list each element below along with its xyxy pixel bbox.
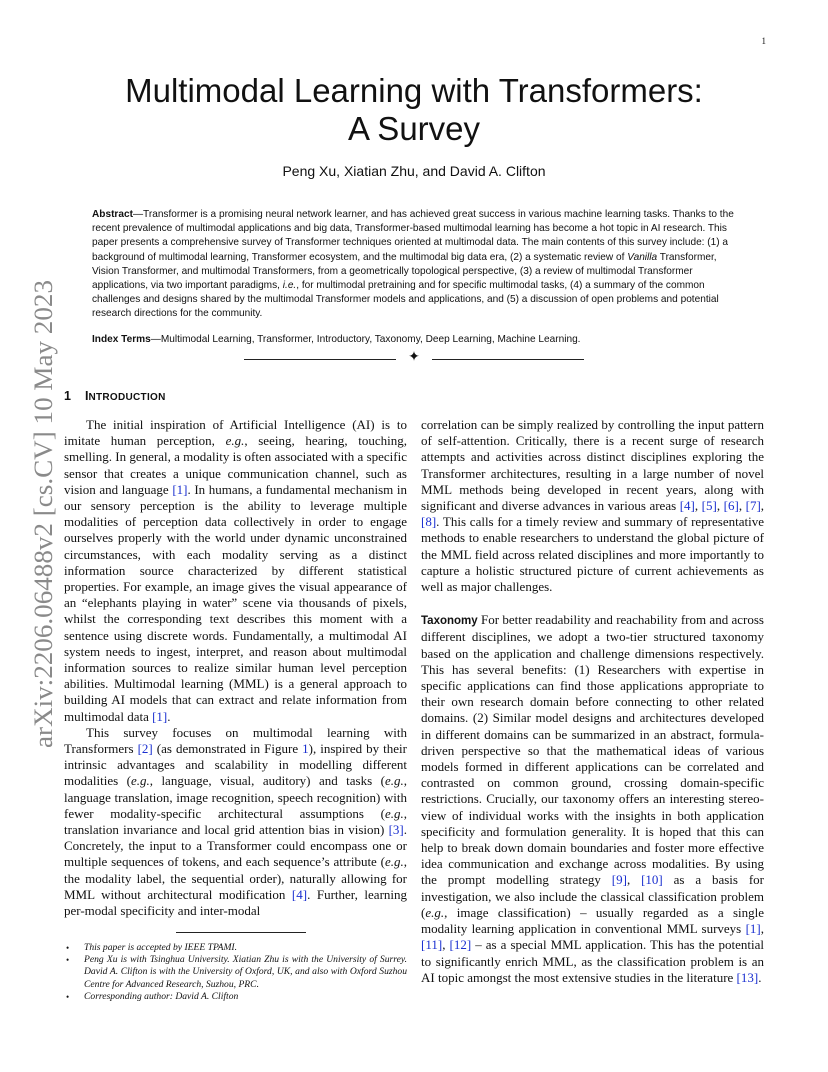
section-title-rest: NTRODUCTION [88, 392, 166, 403]
text-run: , the modality label, the sequential order), naturally allowing for MML without architectural modification [64, 854, 407, 902]
abstract-text: —Transformer is a promising neural network learner, and has achieved great success in various machine learning tasks. Thanks to the recent prevalence of multimodal applications and big data, Transformer-based multimodal learning has become a hot topic in AI research. This paper presents a comprehensive survey of Transformer techniques oriented at multimodal data. The main contents of this survey include: (1) a background of multimodal learning, Transformer ecosystem, and the multimodal big data era, (2) a systematic review of [92, 209, 734, 263]
text-run: , [760, 921, 764, 937]
text-run: . Further, learning per-modal specificity and inter-modal [64, 886, 408, 919]
text-run: . [758, 969, 762, 985]
citation-link[interactable]: [3] [388, 822, 404, 838]
paper-title [64, 72, 764, 148]
emphasis: e.g. [130, 773, 150, 789]
text-run: correlation can be simply realized by controlling the input pattern of self-attention. Critically, there is a recent surge of research attempts and activities across distinct disciplines exploring the Transformer architectures, resulting in a large number of novel MML methods being developed in recent years, along with significant and diverse advances in various areas [421, 417, 764, 514]
text-run: as a basis for investigation, we also include the classical classification problem ( [421, 872, 765, 920]
text-run: – as a special MML application. This has the potential to significantly enrich MML, as the classification problem is an AI topic amongst the most extensive studies in the literature [421, 937, 765, 985]
text-run: (as demonstrated in Figure [152, 741, 303, 757]
index-terms [92, 333, 737, 347]
citation-link[interactable]: [4] [291, 886, 308, 902]
arxiv-identifier-stamp [20, 278, 62, 748]
footnote-item: • Peng Xu is with Tsinghua University. Xiatian Zhu is with the University of Surrey. David A. Clifton is with the University of Oxford, UK, and also with Oxford Suzhou Centre for Advanced Research, Suzhou, PRC. [64, 954, 407, 991]
citation-link[interactable]: [10] [641, 872, 663, 888]
left-column [64, 417, 407, 919]
citation-link[interactable]: [12] [449, 937, 472, 953]
text-run: , [716, 498, 724, 514]
text-run: . This calls for a timely review and summary of representative methods to enable researchers to understand the global picture of the MML field across related disciplines and more importantly to capture a holistic structured picture of current achievements as well as major challenges. [421, 514, 764, 595]
abstract-label: Abstract [92, 209, 133, 220]
title-line-1: Multimodal Learning with Transformers: [125, 72, 703, 109]
separator-rule-left [244, 359, 396, 360]
text-run: , [738, 498, 746, 514]
emphasis: e.g. [384, 773, 404, 789]
citation-link[interactable]: [7] [745, 498, 761, 514]
text-run: , [760, 498, 765, 514]
text-run: , language, visual, auditory) and tasks ( [149, 773, 385, 789]
paragraph [421, 612, 764, 986]
abstract [92, 208, 737, 322]
citation-link[interactable]: [9] [611, 872, 627, 888]
citation-link[interactable]: [1] [152, 708, 168, 724]
text-run: , [694, 498, 702, 514]
text-run: ), inspired by their intrinsic advantages and scalability in modelling different modalities ( [64, 741, 407, 789]
footnotes [64, 942, 407, 1003]
text-run: For better readability and reachability from and across different disciplines, we adopt a two-tier structured taxonomy based on the application and challenge dimensions respectively. This has several benefits: (1) Researchers with expertise in specific applications can find those applications appropriate to their own research domain before connecting to other related domains. (2) Similar model designs and architectures developed in different domains can be summarized in an abstract, formula-driven perspective so that the mathematical ideas of various models formed in different applications can be correlated and contrasted on common ground, crossing domain-specific restrictions. Crucially, our taxonomy offers an interesting stereo-view of individual works with the insights in both application specificity and formulation generality. It is hoped that this can help to break down domain boundaries and foster more effective idea communication and exchange across modalities. By using the prompt modelling strategy [421, 612, 764, 888]
paragraph [64, 725, 407, 919]
index-terms-text: —Multimodal Learning, Transformer, Introductory, Taxonomy, Deep Learning, Machine Learning. [150, 334, 581, 345]
page-number: 1 [761, 36, 766, 46]
footnote-item: • This paper is accepted by IEEE TPAMI. [64, 942, 407, 954]
paragraph [421, 417, 764, 595]
citation-link[interactable]: [2] [137, 741, 153, 757]
author-list: Peng Xu, Xiatian Zhu, and David A. Clifton [282, 163, 546, 179]
citation-link[interactable]: [11] [421, 937, 443, 953]
citation-link[interactable]: [1] [172, 481, 188, 497]
text-run: , [626, 872, 642, 888]
footnote-item: • Corresponding author: David A. Clifton [64, 991, 407, 1003]
citation-link[interactable]: [13] [736, 969, 759, 985]
citation-link[interactable]: [1] [745, 921, 761, 937]
section-number: 1 [64, 389, 71, 403]
text-run: The initial inspiration of Artificial Intelligence (AI) is to imitate human perception, [64, 417, 407, 449]
figure-link[interactable]: 1 [302, 741, 309, 757]
abstract-emphasis: i.e. [282, 280, 297, 292]
citation-link[interactable]: [8] [421, 514, 437, 530]
section-separator [244, 352, 584, 366]
section-heading-introduction [64, 389, 166, 403]
separator-rule-right [432, 359, 584, 360]
text-run: . [167, 708, 171, 724]
title-line-2: A Survey [347, 110, 481, 147]
abstract-text: , for multimodal pretraining and for specific multimodal tasks, (4) a summary of the common challenges and designs shared by the multimodal Transformer models and applications, and (5) a discussion of open problems and potential research directions for the community. [92, 280, 719, 320]
text-run: . Concretely, the input to a Transformer could encompass one or multiple sequences of tokens, and each sequence’s attribute ( [64, 822, 407, 870]
text-run: , translation invariance and local grid attention bias in vision) [64, 805, 407, 838]
right-column [421, 417, 764, 986]
citation-link[interactable]: [5] [701, 498, 717, 514]
separator-star-icon: ✦ [408, 350, 420, 365]
index-terms-label: Index Terms [92, 334, 151, 345]
text-run: . In humans, a fundamental mechanism in our sensory perception is the ability to leverage multiple modalities of perception data collectively in order to engage ourselves properly with the world under dynamic unconstrained circumstances, with each modality serving as a distinct information source characterized by different statistical properties. For example, an image gives the visual appearance of an “elephants playing in water” scene via thousands of pixels, whilst the corresponding text describes this moment with a sentence using discrete words. Fundamentally, a multimodal AI system needs to ingest, interpret, and reason about multimodal information sources to realize similar human level perception abilities. Multimodal learning (MML) is a general approach to building AI models that can extract and relate information from multimodal data [64, 481, 407, 724]
emphasis: e.g. [384, 805, 404, 821]
text-run: , [442, 937, 450, 953]
paragraph [64, 417, 407, 725]
arxiv-identifier-text: arXiv:2206.06488v2 [cs.CV] 10 May 2023 [29, 298, 58, 748]
text-run: , language translation, image recognition, speech recognition) with fewer modality-specific architectural assumptions ( [64, 773, 407, 821]
footnote-rule [176, 932, 306, 933]
text-run: , image classification) – usually regarded as a single modality learning application in conventional MML surveys [421, 904, 764, 937]
text-run: This survey focuses on multimodal learning with Transformers [64, 724, 407, 757]
run-in-heading: Taxonomy [421, 615, 478, 628]
emphasis: e.g. [425, 904, 445, 920]
emphasis: e.g. [384, 854, 404, 870]
citation-link[interactable]: [6] [723, 498, 739, 514]
abstract-text: Transformer, Vision Transformer, and multimodal Transformers, from a geometrically topological perspective, (3) a review of multimodal Transformer applications, via two important paradigms, [92, 251, 717, 292]
text-run: , seeing, hearing, touching, smelling. In general, a modality is often associated with a specific sensor that creates a unique communication channel, such as vision and language [64, 433, 407, 497]
abstract-emphasis: Vanilla [627, 251, 658, 263]
emphasis: e.g. [225, 433, 245, 449]
section-title-initial: I [84, 389, 89, 403]
citation-link[interactable]: [4] [679, 498, 695, 514]
